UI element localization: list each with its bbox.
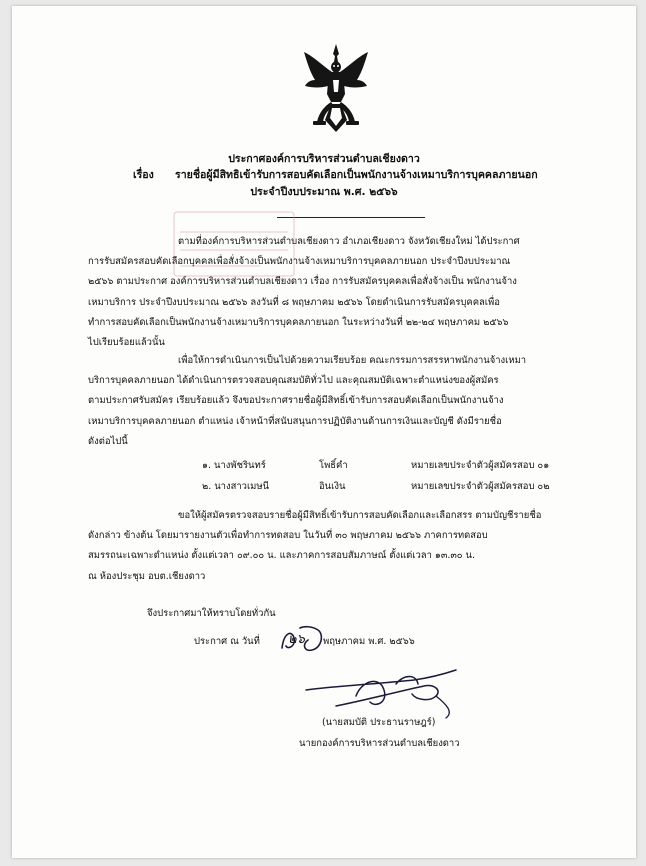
- paragraph-line: ตามประกาศรับสมัคร เรียบร้อยแล้ว จึงขอประกาศรายชื่อผู้มีสิทธิ์เข้ารับการสอบคัดเลือกเป็นพนักงานจ้าง: [88, 395, 504, 407]
- subject-text: รายชื่อผู้มีสิทธิเข้ารับการสอบคัดเลือกเป็นพนักงานจ้างเหมาบริการบุคคลภายนอก: [175, 169, 538, 181]
- header-divider: [277, 217, 425, 218]
- paragraph-line: ตามที่องค์การบริหารส่วนตำบลเชียงดาว อำเภอเชียงดาว จังหวัดเชียงใหม่ ได้ประกาศ: [178, 236, 520, 247]
- announce-prefix: ประกาศ ณ วันที่: [194, 636, 260, 647]
- paragraph-line: ๒๕๖๖ ตามประกาศ องค์การบริหารส่วนตำบลเชียงดาว เรื่อง การรับสมัครบุคคลเพื่อสั่งจ้างเป็น พนักงานจ้าง: [88, 276, 517, 288]
- paragraph-line: ดังกล่าว ข้างต้น โดยมารายงานตัวเพื่อทำการทดสอบ ในวันที่ ๓๐ พฤษภาคม ๒๕๖๖ ภาคการทดสอบ: [88, 530, 488, 542]
- announce-day: ๒๖: [288, 632, 305, 647]
- candidate-surname: อินเงิน: [319, 481, 346, 492]
- subject-label: เรื่อง: [133, 169, 154, 181]
- candidate-surname: โพธิ์คำ: [319, 460, 348, 471]
- paragraph-committee: [88, 351, 610, 452]
- paragraph-line: ขอให้ผู้สมัครตรวจสอบรายชื่อผู้มีสิทธิ์เข้ารับการสอบคัดเลือกและเลือกสรร ตามบัญชีรายชื่อ: [178, 510, 542, 521]
- candidate-row: [202, 477, 622, 497]
- document-title: ประกาศองค์การบริหารส่วนตำบลเชียงดาว: [228, 153, 420, 165]
- paragraph-line: สมรรถนะเฉพาะตำแหน่ง ตั้งแต่เวลา ๐๙.๐๐ น. และภาคการสอบสัมภาษณ์ ตั้งแต่เวลา ๑๓.๓๐ น.: [88, 550, 475, 562]
- candidate-exam-number: หมายเลขประจำตัวผู้สมัครสอบ ๐๒: [411, 481, 550, 492]
- paragraph-line: ทำการสอบคัดเลือกเป็นพนักงานจ้างเหมาบริการบุคคลภายนอก ในระหว่างวันที่ ๒๒-๒๔ พฤษภาคม ๒๕๖๖: [88, 316, 509, 328]
- announce-date-suffix: พฤษภาคม พ.ศ. ๒๕๖๖: [323, 636, 415, 647]
- paragraph-line: ณ ห้องประชุม อบต.เชียงดาว: [88, 570, 206, 582]
- candidate-name: ๒. นางสาวเมษนี: [202, 481, 270, 492]
- paragraph-announcement: [88, 232, 610, 353]
- signatory-name: (นายสมบัติ ประธานราษฎร์): [322, 717, 436, 728]
- paragraph-line: การรับสมัครสอบคัดเลือกบุคคลเพื่อสั่งจ้างเป็นพนักงานจ้างเหมาบริการบุคคลภายนอก ประจำปีงบประมาณ: [88, 256, 511, 268]
- paragraph-instructions: [88, 506, 610, 587]
- paragraph-line: เหมาบริการ ประจำปีงบประมาณ ๒๕๖๖ ลงวันที่ ๘ พฤษภาคม ๒๕๖๖ โดยดำเนินการรับสมัครบุคคลเพื่อ: [88, 296, 500, 308]
- candidate-exam-number: หมายเลขประจำตัวผู้สมัครสอบ ๐๑: [411, 460, 550, 471]
- document-page: [12, 6, 636, 858]
- signatory-position: นายกองค์การบริหารส่วนตำบลเชียงดาว: [299, 738, 460, 749]
- paragraph-line: เหมาบริการบุคคลภายนอก ตำแหน่ง เจ้าหน้าที่สนับสนุนการปฏิบัติงานด้านการเงินและบัญชี ดังมีรายชื่อ: [88, 415, 502, 427]
- paragraph-line: ดังต่อไปนี้: [88, 435, 128, 447]
- paragraph-line: ไปเรียบร้อยแล้วนั้น: [88, 337, 165, 349]
- candidate-name: ๑. นางพัชรินทร์: [202, 460, 266, 471]
- closing-statement: จึงประกาศมาให้ทราบโดยทั่วกัน: [147, 608, 276, 619]
- fiscal-year: ประจำปีงบประมาณ พ.ศ. ๒๕๖๖: [250, 186, 398, 198]
- paragraph-line: บริการบุคคลภายนอก ได้ดำเนินการตรวจสอบคุณสมบัติทั่วไป และคุณสมบัติเฉพาะตำแหน่งของผู้สมัคร: [88, 375, 499, 387]
- candidate-row: [202, 456, 622, 476]
- garuda-emblem: [301, 42, 371, 134]
- paragraph-line: เพื่อให้การดำเนินการเป็นไปด้วยความเรียบร้อย คณะกรรมการสรรหาพนักงานจ้างเหมา: [178, 355, 527, 366]
